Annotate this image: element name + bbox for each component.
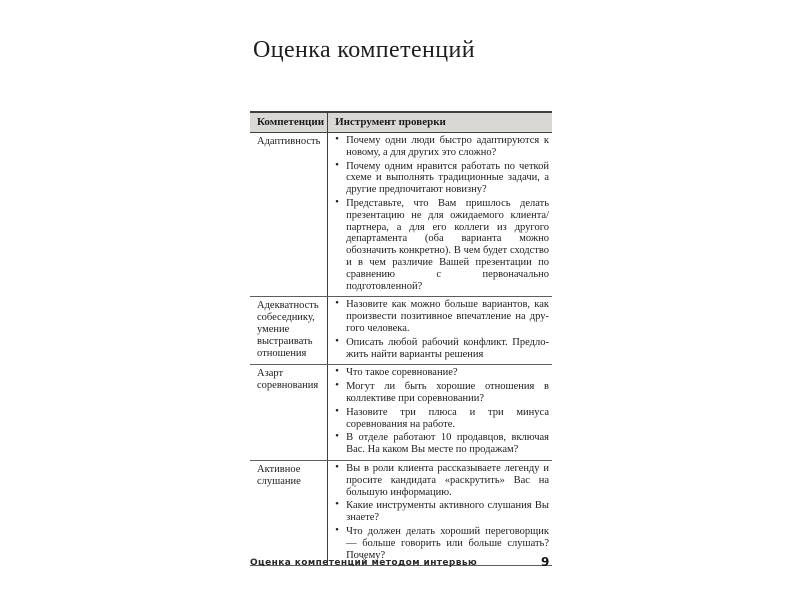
question-text: В отделе работают 10 продавцов, включая Вас. На каком Вы месте по продажам? [346,432,549,456]
question-item [334,460,549,498]
questions-cell [328,133,552,297]
question-text: Назовите три плюса и три минуса соревнования на работе. [346,406,549,430]
questions-cell [328,297,552,365]
competency-cell: Активное слушание [250,460,328,565]
bullet-icon: • [335,404,339,417]
competency-cell: Адекватность собеседнику, умение выстраивать отношения [250,297,328,365]
question-item [334,500,549,524]
question-item [334,334,549,361]
question-text: Что должен делать хороший переговорщик — больше говорить или больше слушать? Почему? [346,525,549,561]
question-list [334,367,549,456]
questions-cell [328,365,552,461]
question-item [334,135,549,159]
running-footer: Оценка компетенций методом интервью [250,558,478,568]
question-item [334,158,549,196]
question-list [334,135,549,292]
bullet-icon: • [335,365,339,378]
question-item [334,195,549,292]
bullet-icon: • [335,430,339,443]
question-text: Представьте, что Вам пришлось делать презентацию не для ожидаемого клиента/партнера, а для его коллеги из другого департамента (оба варианта можно обозначить конкретно). В чем будет сходство и в чем различие Вашей презентации по сравнению с первоначально подготовленной? [346,197,549,292]
question-text: Какие инструменты активного слушания Вы знаете? [346,500,549,524]
bullet-icon: • [335,523,339,536]
question-item [334,381,549,405]
question-item [334,404,549,431]
question-text: Что такое соревнование? [346,367,458,379]
table-row [250,133,552,297]
bullet-icon: • [335,334,339,347]
question-text: Почему одним нравится работать по четкой схеме и выполнять традиционные задачи, а другие предпочитают новизну? [346,160,549,196]
question-text: Назовите как можно больше вариантов, как произвести позитивное впечатление на другого человека. [346,299,549,334]
question-list [334,460,549,561]
column-header-competencies: Компетенции [250,112,328,133]
question-item [334,523,549,561]
table-row [250,365,552,461]
table-row [250,460,552,565]
question-item [334,299,549,334]
competency-cell: Адаптивность [250,133,328,297]
competency-table [250,111,552,566]
header-row [250,112,552,133]
questions-cell [328,460,552,565]
bullet-icon: • [335,158,339,171]
question-text: Описать любой рабочий конфликт. Предложить найти варианты решения [346,336,549,360]
table-row [250,297,552,365]
question-text: Могут ли быть хорошие отношения в коллективе при соревновании? [346,381,549,404]
table-body [250,133,552,566]
question-list [334,299,549,360]
page-title: Оценка компетенций [253,37,476,63]
bullet-icon: • [335,195,339,208]
competency-cell: Азарт соревнования [250,365,328,461]
bullet-icon: • [335,498,339,511]
question-item [334,367,549,379]
table-header [250,112,552,133]
bullet-icon: • [335,297,339,310]
question-text: Почему одни люди быстро адаптируются к новому, а для других это сложно? [346,135,549,158]
question-item [334,432,549,456]
column-header-instrument: Инструмент проверки [328,112,552,133]
bullet-icon: • [335,379,339,392]
question-text: Вы в роли клиента рассказываете легенду и просите кандидата «раскрутить» Вас на бо́льшую информацию. [346,462,549,498]
bullet-icon: • [335,133,339,145]
bullet-icon: • [335,460,339,473]
page-number: 9 [541,555,550,569]
